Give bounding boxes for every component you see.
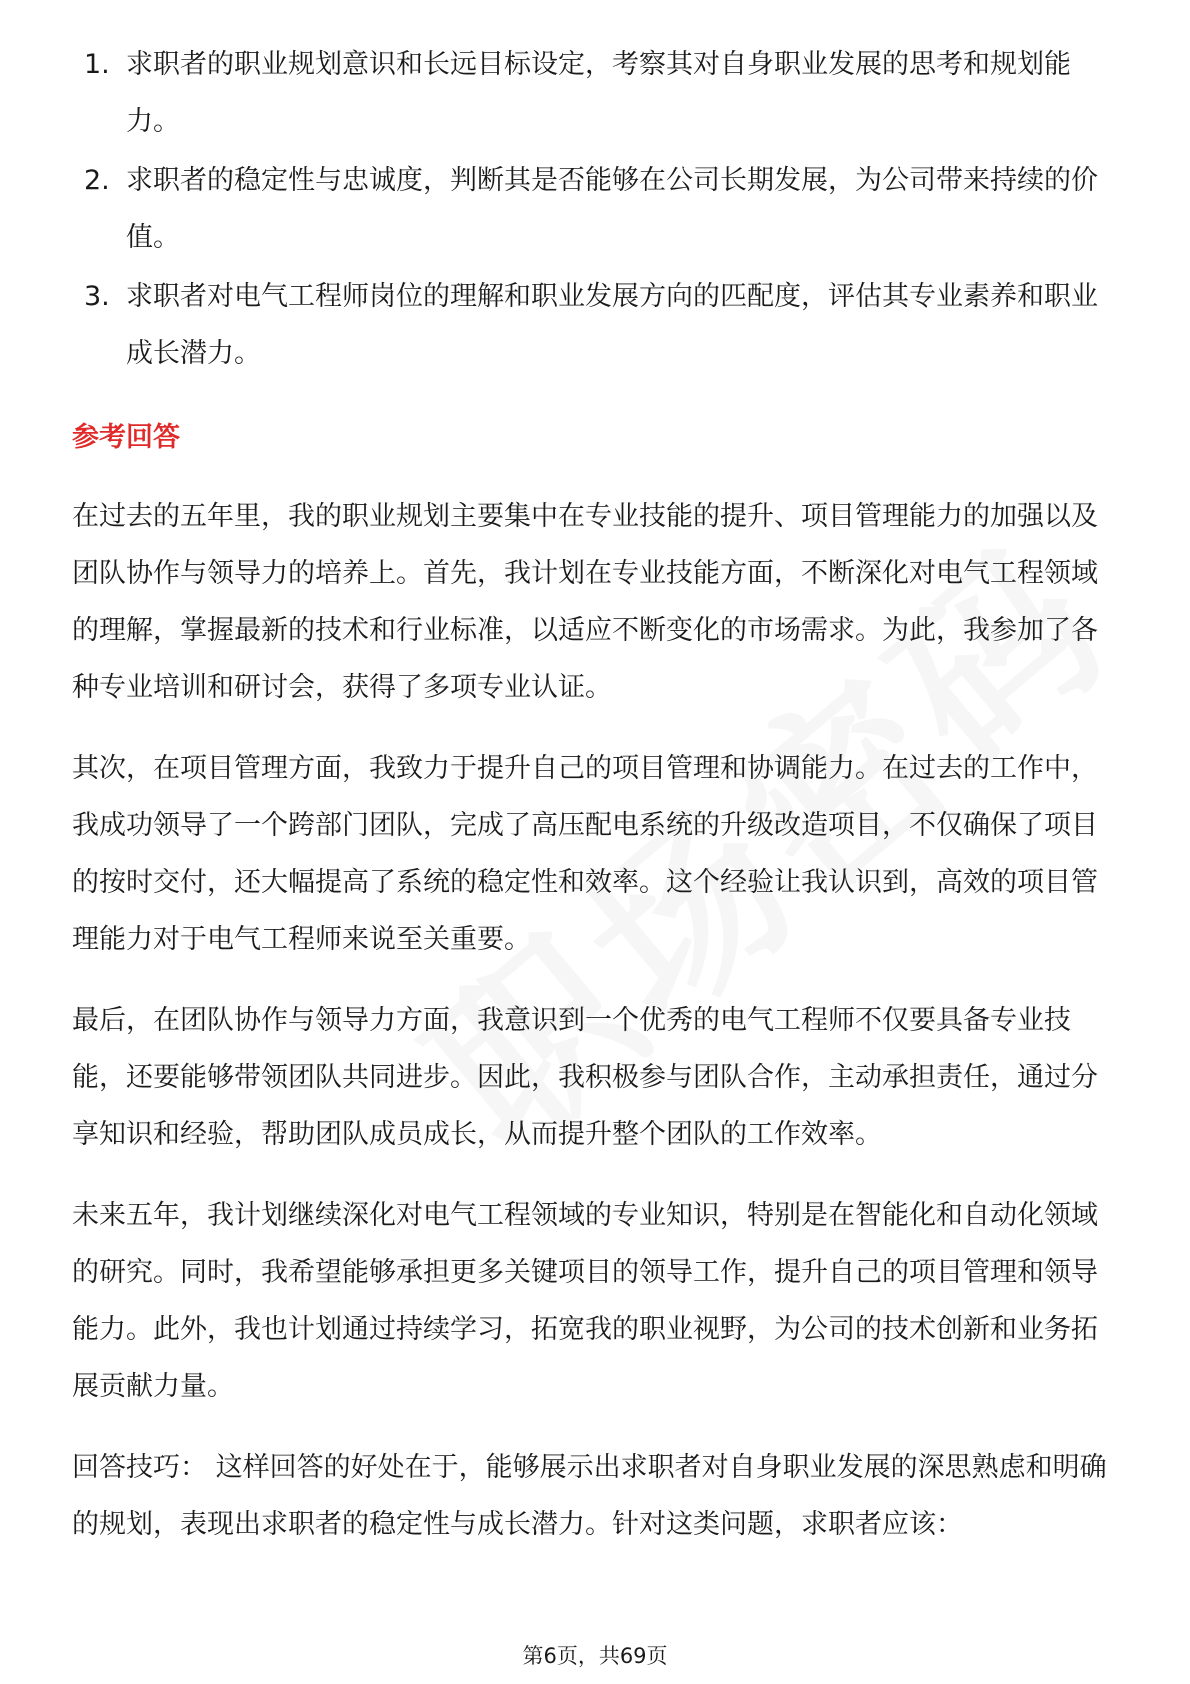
list-item (72, 36, 1122, 150)
list-item (72, 152, 1122, 266)
list-item-text: 求职者的职业规划意识和长远目标设定，考察其对自身职业发展的思考和规划能力。 (126, 49, 1071, 137)
page-footer: 第6页，共69页 (522, 1644, 668, 1668)
paragraph: 回答技巧： 这样回答的好处在于，能够展示出求职者对自身职业发展的深思熟虑和明确的规划，表现出求职者的稳定性与成长潜力。针对这类问题，求职者应该： (72, 1452, 1107, 1540)
list-item-text: 求职者对电气工程师岗位的理解和职业发展方向的匹配度，评估其专业素养和职业成长潜力。 (126, 281, 1098, 369)
list-item-number: 2. (84, 165, 110, 196)
list-item-text: 求职者的稳定性与忠诚度，判断其是否能够在公司长期发展，为公司带来持续的价值。 (126, 165, 1098, 253)
paragraph: 最后，在团队协作与领导力方面，我意识到一个优秀的电气工程师不仅要具备专业技能，还要能够带领团队共同进步。因此，我积极参与团队合作，主动承担责任，通过分享知识和经验，帮助团队成员成长，从而提升整个团队的工作效率。 (72, 1005, 1098, 1150)
paragraph: 在过去的五年里，我的职业规划主要集中在专业技能的提升、项目管理能力的加强以及团队协作与领导力的培养上。首先，我计划在专业技能方面，不断深化对电气工程领域的理解，掌握最新的技术和行业标准，以适应不断变化的市场需求。为此，我参加了各种专业培训和研讨会，获得了多项专业认证。 (72, 501, 1098, 703)
list-item (72, 268, 1122, 382)
page-content (72, 36, 1122, 1577)
numbered-list (72, 36, 1122, 382)
list-item-number: 3. (84, 281, 110, 312)
list-item-number: 1. (84, 49, 110, 80)
paragraph: 未来五年，我计划继续深化对电气工程领域的专业知识，特别是在智能化和自动化领域的研究。同时，我希望能够承担更多关键项目的领导工作，提升自己的项目管理和领导能力。此外，我也计划通过持续学习，拓宽我的职业视野，为公司的技术创新和业务拓展贡献力量。 (72, 1200, 1098, 1402)
paragraph: 其次，在项目管理方面，我致力于提升自己的项目管理和协调能力。在过去的工作中，我成功领导了一个跨部门团队，完成了高压配电系统的升级改造项目，不仅确保了项目的按时交付，还大幅提高了系统的稳定性和效率。这个经验让我认识到，高效的项目管理能力对于电气工程师来说至关重要。 (72, 753, 1098, 955)
section-title: 参考回答 (72, 422, 180, 453)
